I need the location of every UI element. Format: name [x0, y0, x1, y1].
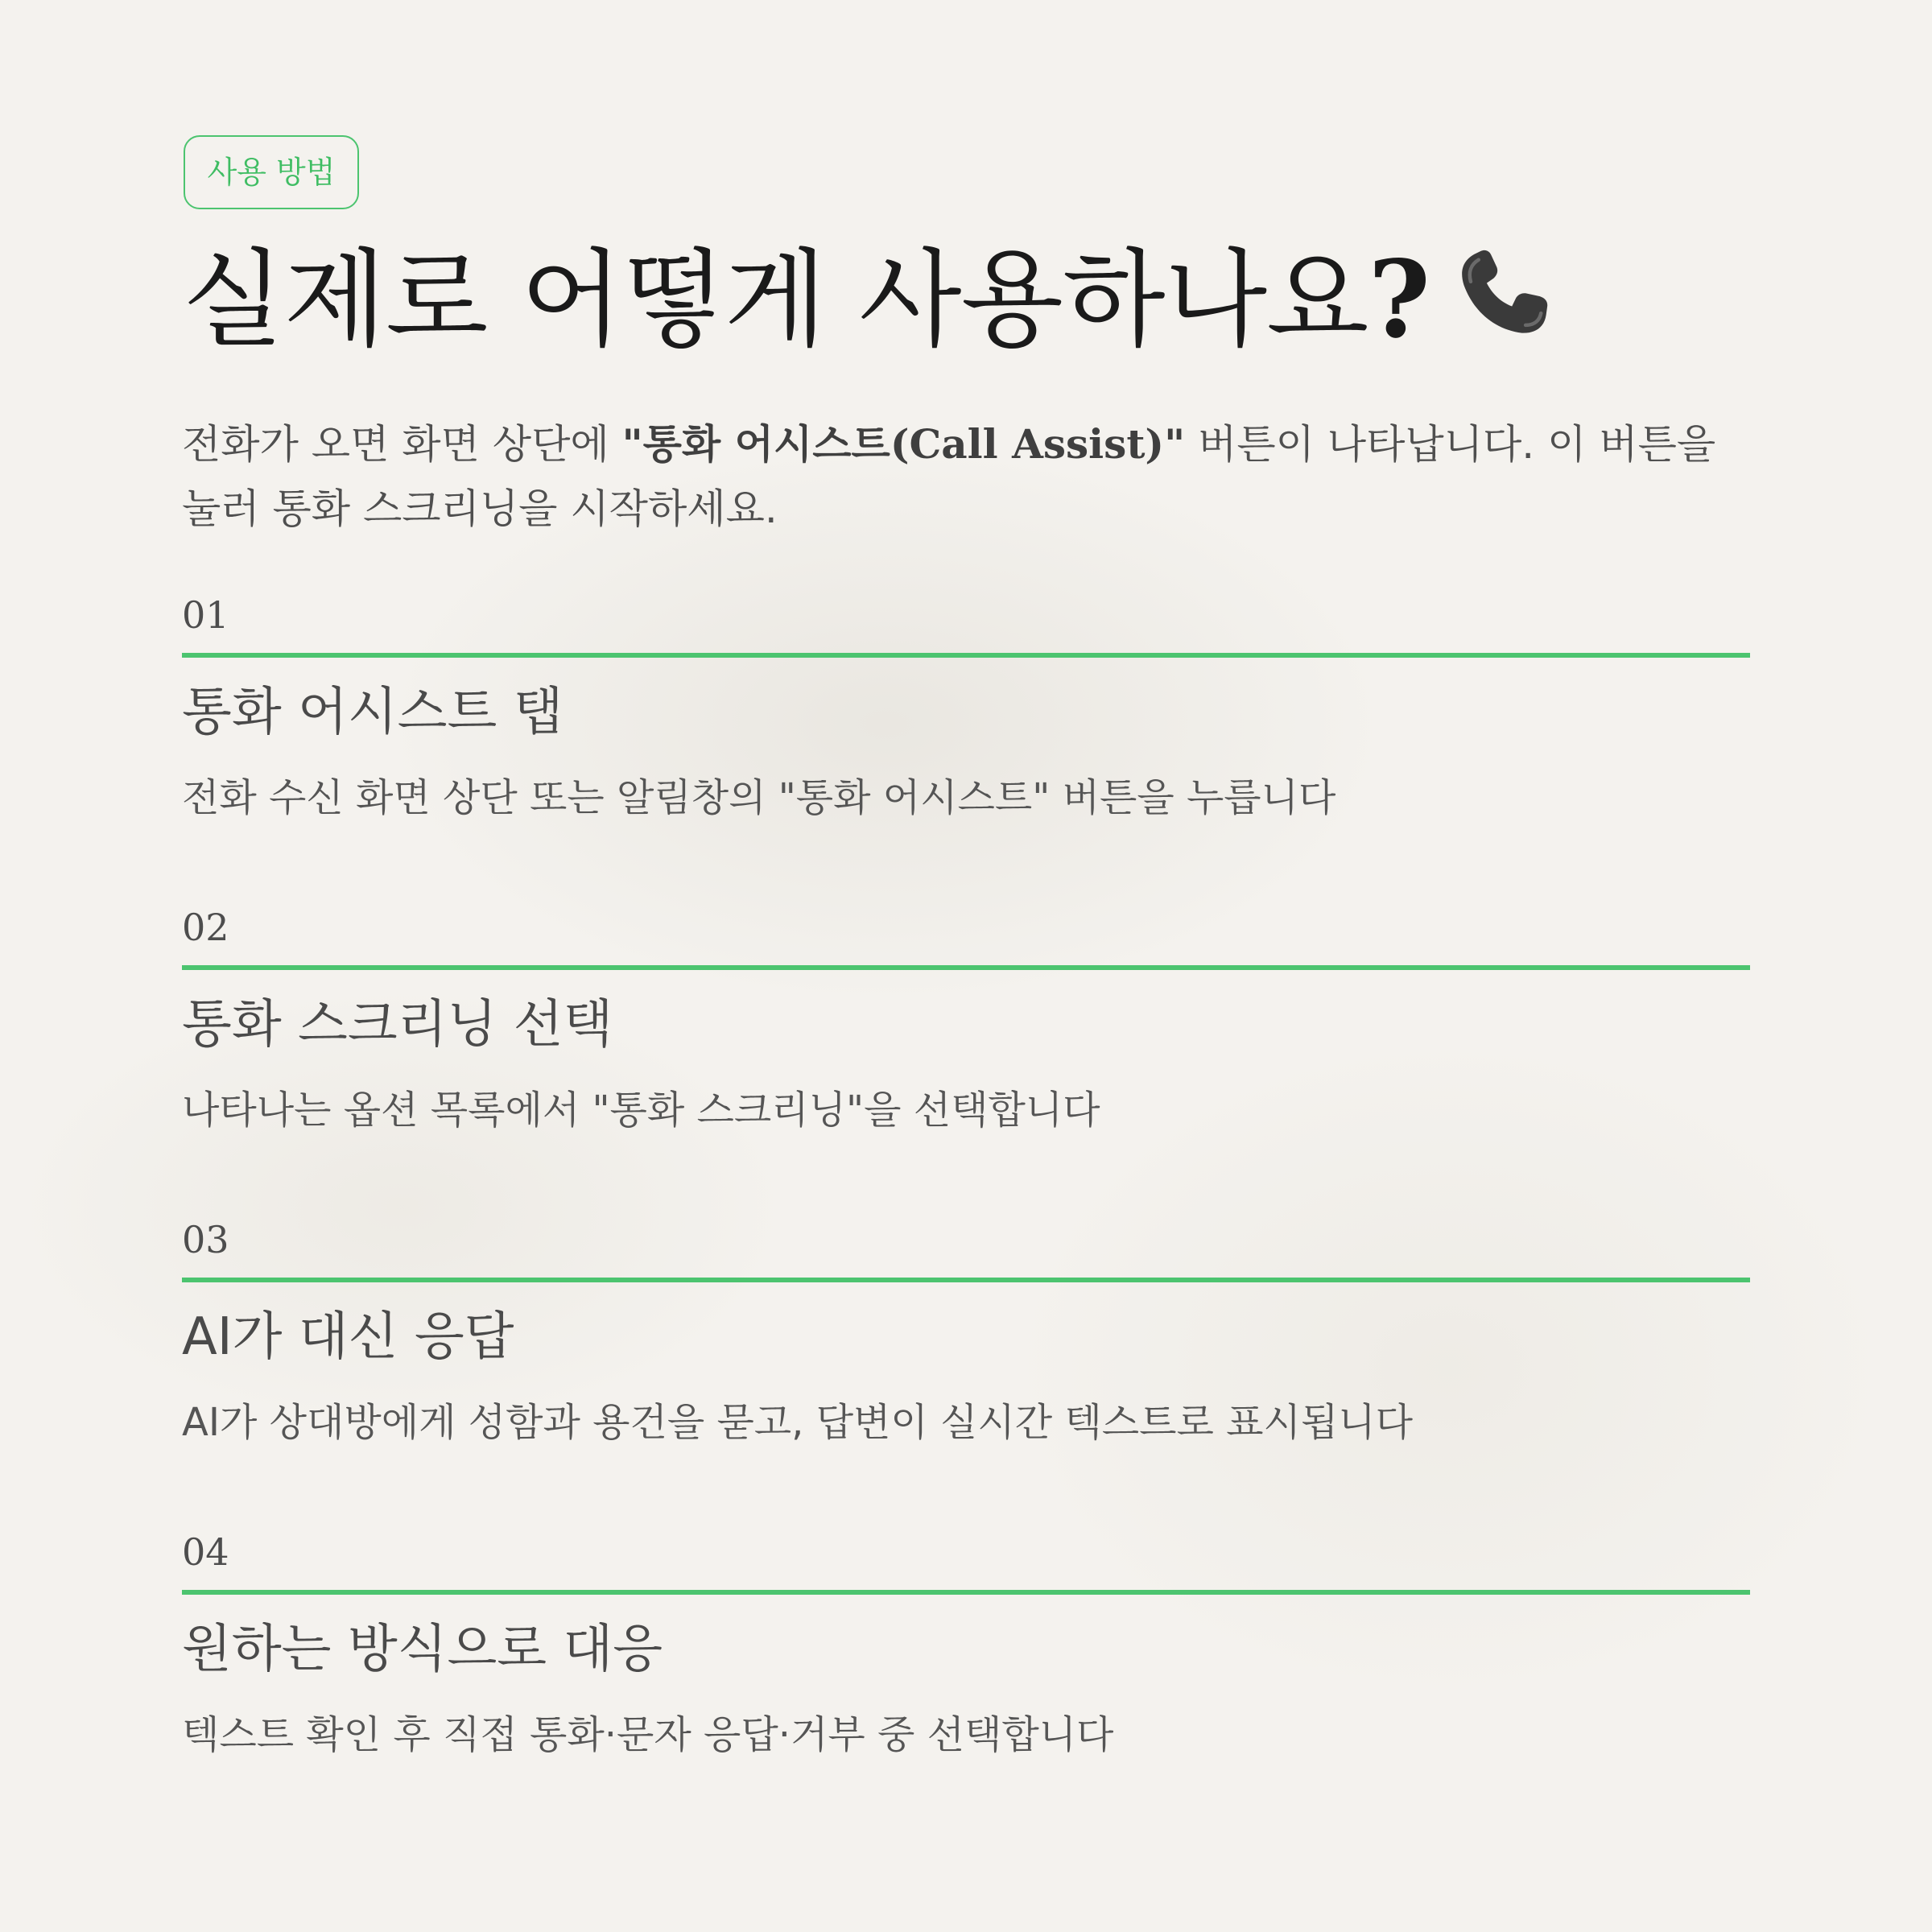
step-title: 통화 스크리닝 선택: [182, 995, 613, 1055]
step-title: 원하는 방식으로 대응: [182, 1620, 663, 1679]
intro-highlight: "통화 어시스트(Call Assist)": [621, 420, 1186, 468]
step-number: 04: [182, 1530, 229, 1574]
phone-receiver-icon: [1451, 230, 1571, 351]
step-description: 나타나는 옵션 목록에서 "통화 스크리닝"을 선택합니다: [182, 1088, 1100, 1133]
step-number: 01: [182, 593, 229, 637]
step-title: AI가 대신 응답: [182, 1307, 514, 1367]
section-badge: 사용 방법: [184, 135, 359, 209]
page-title-question-mark: ?: [1368, 237, 1430, 362]
step-divider: [182, 1278, 1750, 1282]
step-divider: [182, 965, 1750, 970]
step-number: 03: [182, 1218, 229, 1261]
page-title-text: 실제로 어떻게 사용하나요: [182, 238, 1368, 362]
step-title: 통화 어시스트 탭: [182, 683, 564, 742]
intro-text-before: 전화가 오면 화면 상단에: [182, 421, 622, 468]
step-number: 02: [182, 906, 229, 949]
step-description: 전화 수신 화면 상단 또는 알림창의 "통화 어시스트" 버튼을 누릅니다: [182, 775, 1336, 820]
page-title: [182, 230, 1571, 365]
step-divider: [182, 1590, 1750, 1595]
step-description: 텍스트 확인 후 직접 통화·문자 응답·거부 중 선택합니다: [182, 1712, 1114, 1757]
step-2: [182, 903, 1750, 1216]
step-4: [182, 1528, 1750, 1840]
step-1: [182, 591, 1750, 903]
step-3: [182, 1216, 1750, 1528]
intro-paragraph: [182, 412, 1760, 541]
step-description: AI가 상대방에게 성함과 용건을 묻고, 답변이 실시간 텍스트로 표시됩니다: [182, 1400, 1413, 1445]
step-divider: [182, 653, 1750, 658]
intro-text-after: 버튼이 나타납니다. 이 버튼을 눌러 통화 스크리닝을 시작하세요.: [182, 421, 1716, 532]
